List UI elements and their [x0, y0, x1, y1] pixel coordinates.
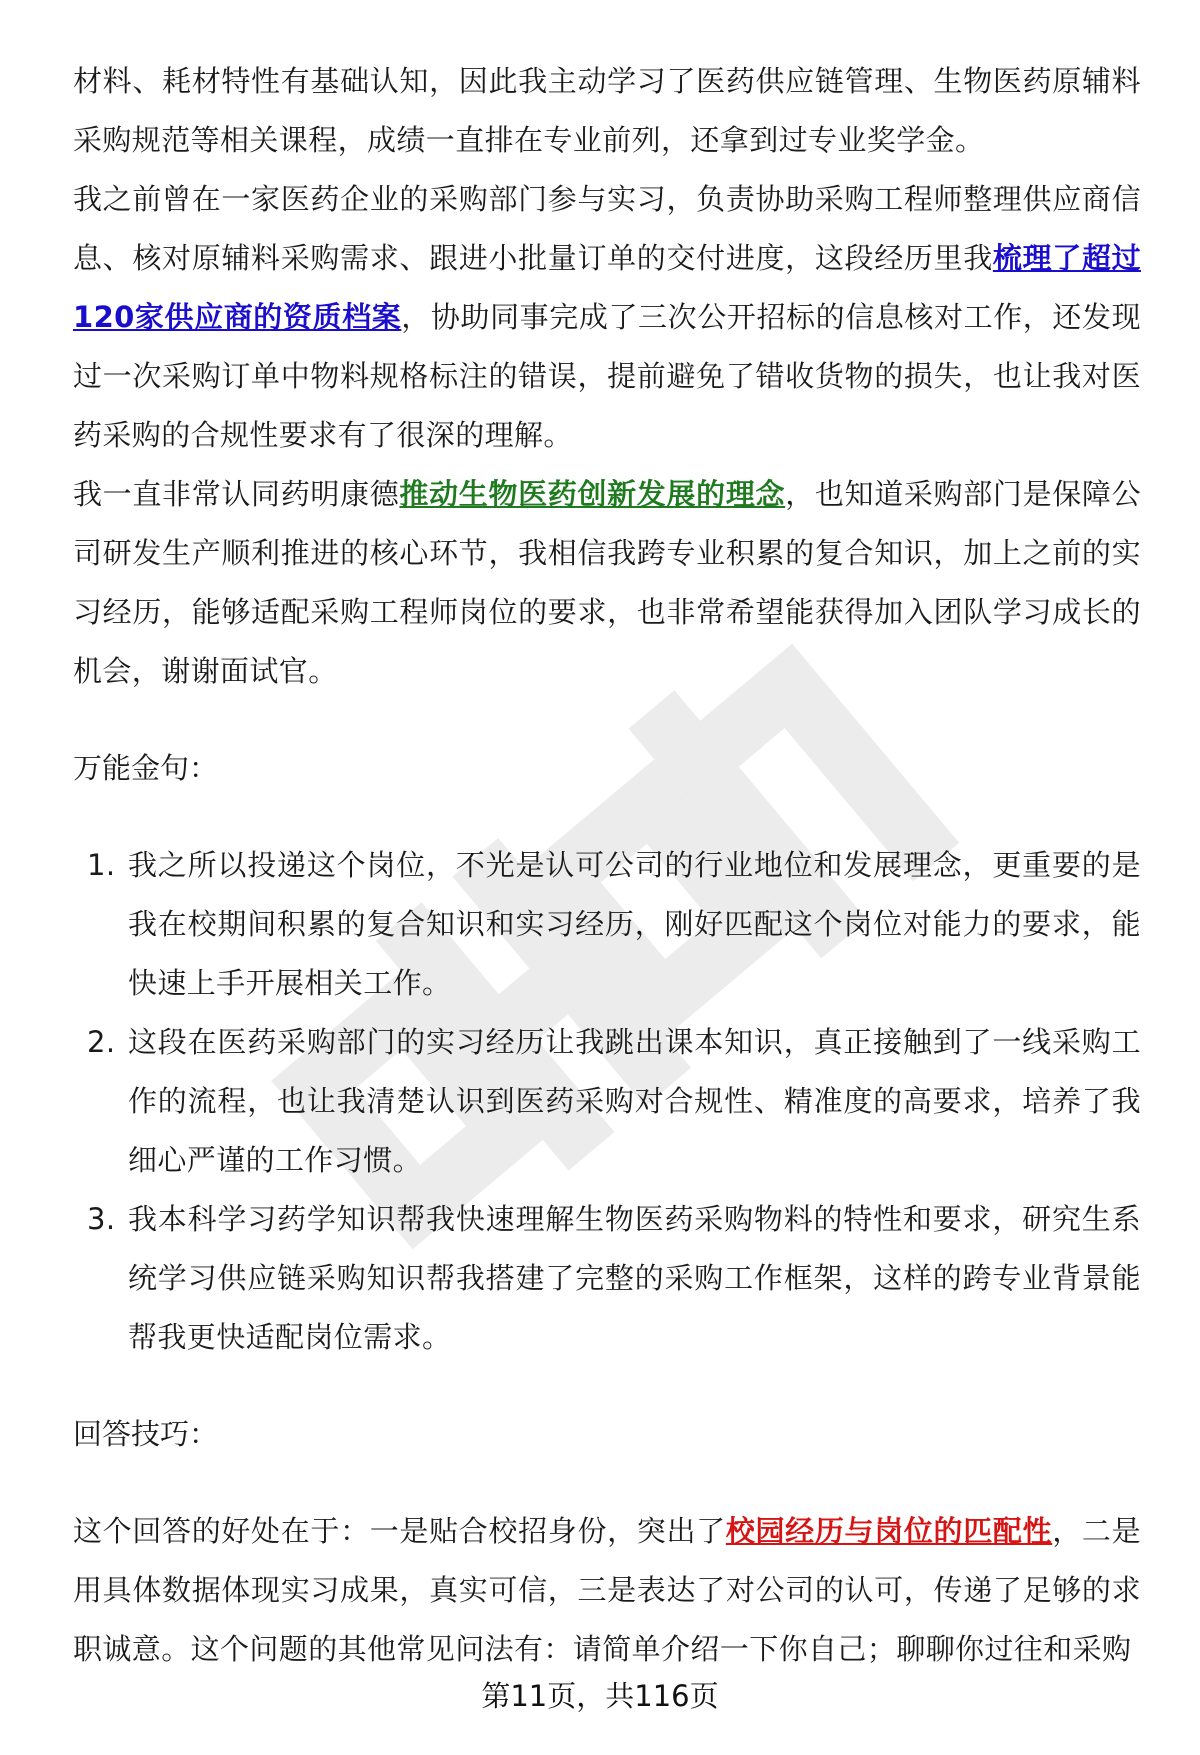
paragraph-text: ，协助同事完成了三次公开招标的信息核对工作，还发现过一次采购订单中物料规格标注的错误，提前避免了错收货物的损失，也让我对医药采购的合规性要求有了很深的理解。 [73, 300, 1141, 452]
list-item-number: 2. [87, 1025, 116, 1059]
intro-paragraph-3 [73, 465, 1141, 701]
answer-tips-paragraph [73, 1502, 1141, 1679]
list-item-text: 我之所以投递这个岗位，不光是认可公司的行业地位和发展理念，更重要的是我在校期间积累的复合知识和实习经历，刚好匹配这个岗位对能力的要求，能快速上手开展相关工作。 [128, 848, 1141, 1000]
list-item-text: 这段在医药采购部门的实习经历让我跳出课本知识，真正接触到了一线采购工作的流程，也让我清楚认识到医药采购对合规性、精准度的高要求，培养了我细心严谨的工作习惯。 [128, 1025, 1141, 1177]
paragraph-text: 我之前曾在一家医药企业的采购部门参与实习，负责协助采购工程师整理供应商信息、核对原辅料采购需求、跟进小批量订单的交付进度，这段经历里我 [73, 182, 1141, 275]
list-item-number: 1. [87, 848, 116, 882]
paragraph-text: 这个回答的好处在于：一是贴合校招身份，突出了 [73, 1514, 726, 1548]
highlight-campus-match: 校园经历与岗位的匹配性 [725, 1514, 1053, 1548]
list-item [73, 836, 1141, 1013]
intro-paragraph-2 [73, 170, 1141, 465]
highlight-company-philosophy: 推动生物医药创新发展的理念 [399, 477, 786, 511]
golden-sentences-list [73, 836, 1141, 1367]
paragraph-text: ，也知道采购部门是保障公司研发生产顺利推进的核心环节，我相信我跨专业积累的复合知识，加上之前的实习经历，能够适配采购工程师岗位的要求，也非常希望能获得加入团队学习成长的机会，谢谢面试官。 [73, 477, 1141, 688]
list-item-text: 我本科学习药学知识帮我快速理解生物医药采购物料的特性和要求，研究生系统学习供应链采购知识帮我搭建了完整的采购工作框架，这样的跨专业背景能帮我更快适配岗位需求。 [128, 1202, 1141, 1354]
paragraph-text: ，二是用具体数据体现实习成果，真实可信，三是表达了对公司的认可，传递了足够的求职诚意。这个问题的其他常见问法有：请简单介绍一下你自己；聊聊你过往和采购 [73, 1514, 1141, 1666]
list-item [73, 1013, 1141, 1190]
intro-paragraph-1: 材料、耗材特性有基础认知，因此我主动学习了医药供应链管理、生物医药原辅料采购规范等相关课程，成绩一直排在专业前列，还拿到过专业奖学金。 [73, 64, 1141, 157]
highlight-supplier-archive: 梳理了超过120家供应商的资质档案 [73, 241, 1141, 334]
golden-sentences-heading: 万能金句： [73, 751, 219, 785]
answer-tips-heading: 回答技巧： [73, 1417, 219, 1451]
list-item-number: 3. [87, 1202, 116, 1236]
paragraph-text: 我一直非常认同药明康德 [73, 477, 400, 511]
list-item [73, 1190, 1141, 1367]
main-content [73, 52, 1141, 1679]
page-number-footer: 第11页，共116页 [481, 1679, 719, 1713]
